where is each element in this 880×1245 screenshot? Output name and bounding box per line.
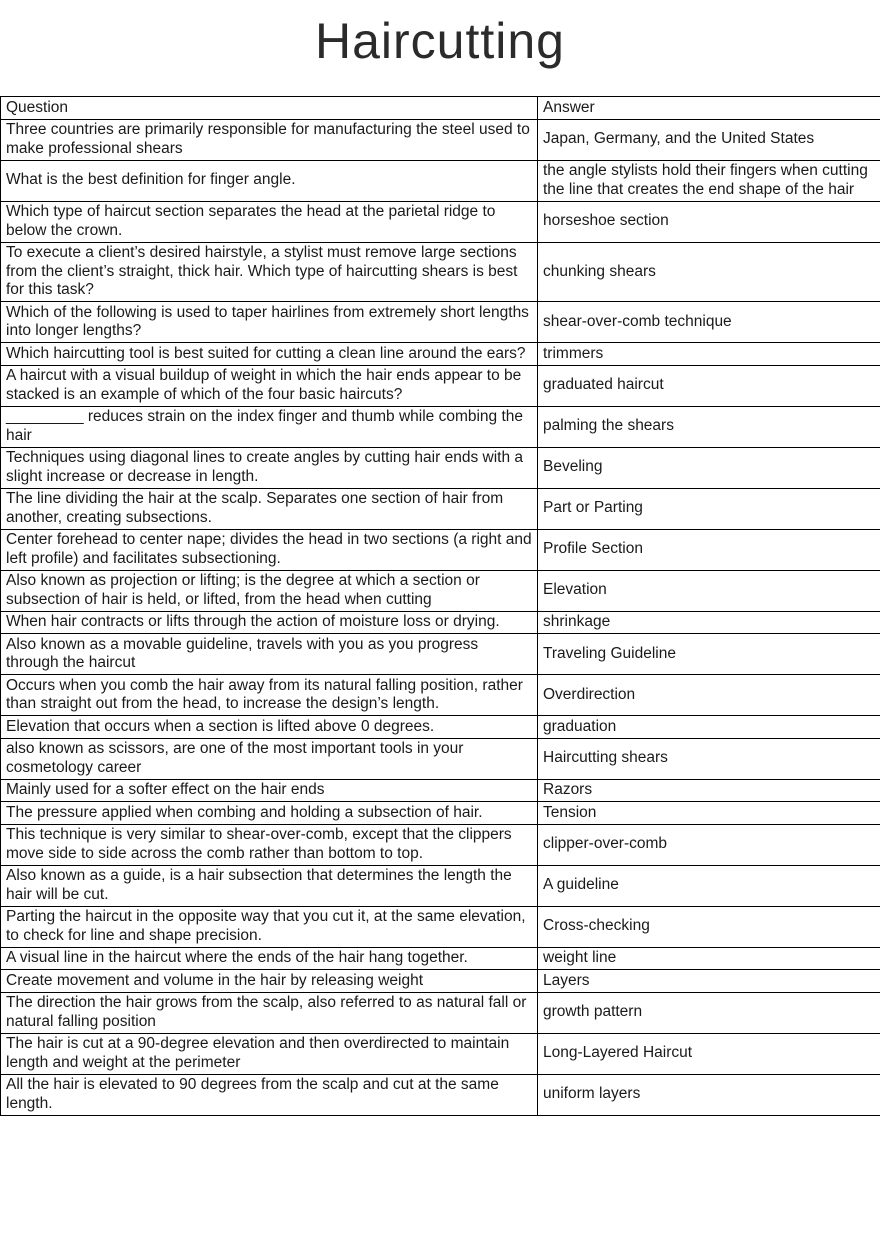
answer-cell: Overdirection (538, 675, 880, 716)
answer-cell: Cross-checking (538, 906, 880, 947)
qa-table-body (1, 119, 880, 1115)
answer-cell: A guideline (538, 865, 880, 906)
table-row (1, 611, 880, 634)
answer-cell: trimmers (538, 343, 880, 366)
question-cell: Also known as a guide, is a hair subsection that determines the length the hair will be cut. (1, 865, 538, 906)
question-cell: Also known as projection or lifting; is the degree at which a section or subsection of hair is held, or lifted, from the head when cutting (1, 570, 538, 611)
answer-cell: Japan, Germany, and the United States (538, 119, 880, 160)
table-row (1, 1033, 880, 1074)
answer-cell: graduation (538, 716, 880, 739)
table-row (1, 779, 880, 802)
answer-cell: Traveling Guideline (538, 634, 880, 675)
answer-cell: shear-over-comb technique (538, 302, 880, 343)
table-row (1, 970, 880, 993)
table-row (1, 738, 880, 779)
answer-cell: Razors (538, 779, 880, 802)
question-cell: Which type of haircut section separates the head at the parietal ridge to below the crown. (1, 201, 538, 242)
question-cell: What is the best definition for finger angle. (1, 160, 538, 201)
question-cell: A haircut with a visual buildup of weight in which the hair ends appear to be stacked is an example of which of the four basic haircuts? (1, 365, 538, 406)
question-cell: Which of the following is used to taper hairlines from extremely short lengths into longer lengths? (1, 302, 538, 343)
table-row (1, 529, 880, 570)
answer-cell: uniform layers (538, 1074, 880, 1115)
question-cell: Center forehead to center nape; divides the head in two sections (a right and left profile) and facilitates subsectioning. (1, 529, 538, 570)
question-cell: also known as scissors, are one of the most important tools in your cosmetology career (1, 738, 538, 779)
answer-cell: Haircutting shears (538, 738, 880, 779)
answer-cell: horseshoe section (538, 201, 880, 242)
question-cell: The pressure applied when combing and holding a subsection of hair. (1, 802, 538, 825)
answer-cell: Long-Layered Haircut (538, 1033, 880, 1074)
answer-cell: chunking shears (538, 242, 880, 302)
table-header-row (1, 97, 880, 120)
question-cell: The direction the hair grows from the scalp, also referred to as natural fall or natural falling position (1, 992, 538, 1033)
table-row (1, 201, 880, 242)
answer-cell: Layers (538, 970, 880, 993)
answer-cell: Elevation (538, 570, 880, 611)
table-row (1, 119, 880, 160)
question-cell: The line dividing the hair at the scalp. Separates one section of hair from another, creating subsections. (1, 488, 538, 529)
table-row (1, 634, 880, 675)
answer-column-header: Answer (538, 97, 880, 120)
qa-table (0, 96, 880, 1116)
question-cell: Also known as a movable guideline, travels with you as you progress through the haircut (1, 634, 538, 675)
question-column-header: Question (1, 97, 538, 120)
question-cell: Create movement and volume in the hair by releasing weight (1, 970, 538, 993)
table-row (1, 447, 880, 488)
table-row (1, 947, 880, 970)
question-cell: To execute a client’s desired hairstyle, a stylist must remove large sections from the client’s straight, thick hair. Which type of haircutting shears is best for this task? (1, 242, 538, 302)
question-cell: Parting the haircut in the opposite way that you cut it, at the same elevation, to check for line and shape precision. (1, 906, 538, 947)
table-row (1, 824, 880, 865)
table-row (1, 302, 880, 343)
question-cell: A visual line in the haircut where the ends of the hair hang together. (1, 947, 538, 970)
question-cell: All the hair is elevated to 90 degrees from the scalp and cut at the same length. (1, 1074, 538, 1115)
table-row (1, 570, 880, 611)
table-row (1, 406, 880, 447)
answer-cell: Beveling (538, 447, 880, 488)
question-cell: Occurs when you comb the hair away from its natural falling position, rather than straight out from the head, to increase the design’s length. (1, 675, 538, 716)
question-cell: _________ reduces strain on the index finger and thumb while combing the hair (1, 406, 538, 447)
table-row (1, 343, 880, 366)
question-cell: Mainly used for a softer effect on the hair ends (1, 779, 538, 802)
table-row (1, 802, 880, 825)
answer-cell: the angle stylists hold their fingers when cutting the line that creates the end shape of the hair (538, 160, 880, 201)
answer-cell: shrinkage (538, 611, 880, 634)
table-row (1, 1074, 880, 1115)
question-cell: This technique is very similar to shear-over-comb, except that the clippers move side to side across the comb rather than bottom to top. (1, 824, 538, 865)
table-row (1, 865, 880, 906)
table-row (1, 160, 880, 201)
answer-cell: clipper-over-comb (538, 824, 880, 865)
question-cell: Elevation that occurs when a section is lifted above 0 degrees. (1, 716, 538, 739)
table-row (1, 906, 880, 947)
answer-cell: palming the shears (538, 406, 880, 447)
answer-cell: Tension (538, 802, 880, 825)
answer-cell: Part or Parting (538, 488, 880, 529)
answer-cell: graduated haircut (538, 365, 880, 406)
answer-cell: weight line (538, 947, 880, 970)
table-row (1, 992, 880, 1033)
table-row (1, 488, 880, 529)
question-cell: Techniques using diagonal lines to create angles by cutting hair ends with a slight increase or decrease in length. (1, 447, 538, 488)
question-cell: When hair contracts or lifts through the action of moisture loss or drying. (1, 611, 538, 634)
page-title: Haircutting (315, 13, 565, 69)
table-row (1, 242, 880, 302)
question-cell: The hair is cut at a 90-degree elevation and then overdirected to maintain length and weight at the perimeter (1, 1033, 538, 1074)
table-row (1, 716, 880, 739)
answer-cell: growth pattern (538, 992, 880, 1033)
answer-cell: Profile Section (538, 529, 880, 570)
question-cell: Three countries are primarily responsible for manufacturing the steel used to make professional shears (1, 119, 538, 160)
table-row (1, 365, 880, 406)
table-row (1, 675, 880, 716)
question-cell: Which haircutting tool is best suited for cutting a clean line around the ears? (1, 343, 538, 366)
